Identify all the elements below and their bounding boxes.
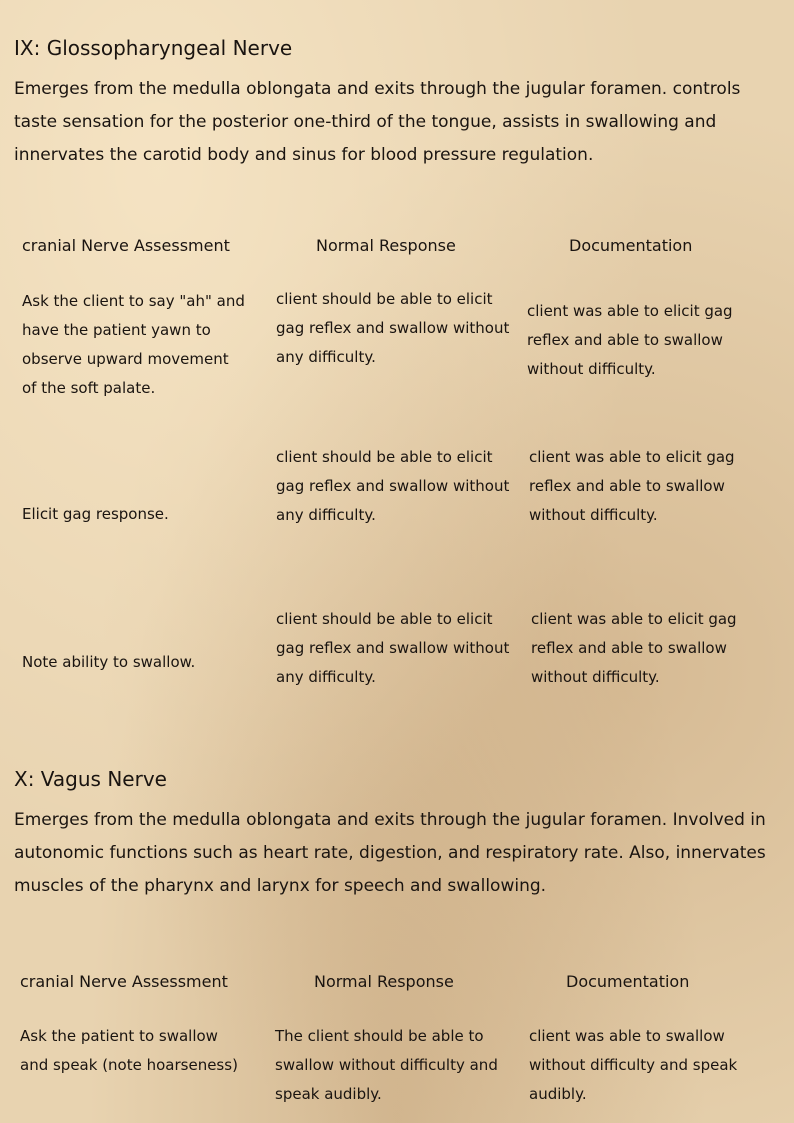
documentation-cell: client was able to elicit gag reflex and able to swallow without difficulty. xyxy=(527,302,733,378)
assessment-cell: Ask the patient to swallow and speak (note hoarseness) xyxy=(20,1027,238,1074)
header-normal-response: Normal Response xyxy=(316,236,456,255)
documentation-cell: client was able to elicit gag reflex and able to swallow without difficulty. xyxy=(531,610,737,686)
documentation-cell: client was able to elicit gag reflex and able to swallow without difficulty. xyxy=(529,448,735,524)
normal-response-cell: client should be able to elicit gag reflex and swallow without any difficulty. xyxy=(276,610,510,686)
normal-response-cell: The client should be able to swallow without difficulty and speak audibly. xyxy=(275,1027,498,1103)
assessment-cell: Ask the client to say "ah" and have the patient yawn to observe upward movement of the soft palate. xyxy=(22,292,245,397)
section-description: Emerges from the medulla oblongata and exits through the jugular foramen. controls taste sensation for the posterior one-third of the tongue, assists in swallowing and innervates the carotid body and sinus for blood pressure regulation. xyxy=(14,79,741,165)
normal-response-cell: client should be able to elicit gag reflex and swallow without any difficulty. xyxy=(276,290,510,366)
documentation-cell: client was able to swallow without difficulty and speak audibly. xyxy=(529,1027,738,1103)
section-title: X: Vagus Nerve xyxy=(14,767,167,791)
section-description: Emerges from the medulla oblongata and exits through the jugular foramen. Involved in autonomic functions such as heart rate, digestion, and respiratory rate. Also, innervates muscles of the pharynx and larynx for speech and swallowing. xyxy=(14,810,766,896)
header-normal-response: Normal Response xyxy=(314,972,454,991)
section-title: IX: Glossopharyngeal Nerve xyxy=(14,36,293,60)
assessment-cell: Note ability to swallow. xyxy=(22,653,196,671)
header-documentation: Documentation xyxy=(566,972,690,991)
normal-response-cell: client should be able to elicit gag reflex and swallow without any difficulty. xyxy=(276,448,510,524)
header-assessment: cranial Nerve Assessment xyxy=(20,972,228,991)
assessment-cell: Elicit gag response. xyxy=(22,505,169,523)
header-assessment: cranial Nerve Assessment xyxy=(22,236,230,255)
header-documentation: Documentation xyxy=(569,236,693,255)
